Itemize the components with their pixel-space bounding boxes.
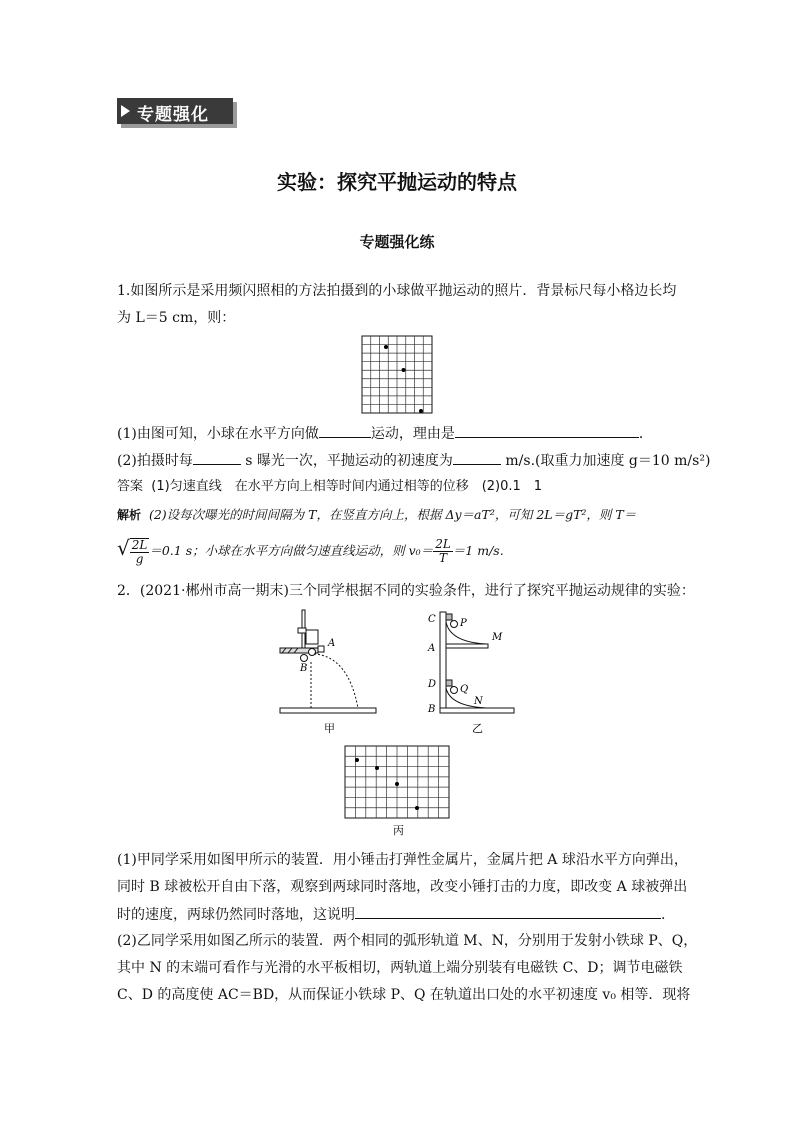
q2-sub1-end: . — [661, 907, 666, 923]
page-subtitle: 专题强化练 — [359, 233, 435, 251]
q2-sub2-line3: C、D 的高度使 AC＝BD，从而保证小铁球 P、Q 在轨道出口处的水平初速度 v₀ 相等．现将 — [117, 987, 691, 1003]
fraction-numerator: 2L — [435, 537, 451, 551]
q1-sub2-blank2[interactable] — [453, 451, 501, 465]
q2-sub1-line1: (1)甲同学采用如图甲所示的装置．用小锤击打弹性金属片，金属片把 A 球沿水平方向弹出， — [117, 852, 688, 868]
fraction-denominator: g — [135, 551, 144, 566]
q2-stem-line1: 2．(2021·郴州市高一期末)三个同学根据不同的实验条件，进行了探究平抛运动规律的实验： — [117, 583, 695, 599]
q1-sub1-blank1[interactable] — [319, 424, 371, 438]
answer-text: (1)匀速直线 在水平方向上相等时间内通过相等的位移 (2)0.1 1 — [151, 479, 543, 494]
label-P: P — [460, 618, 467, 629]
banner-label: 专题强化 — [137, 105, 209, 125]
explanation-label: 解析 — [117, 508, 142, 522]
q1-sub2-text-b: s 曝光一次，平抛运动的初速度为 — [245, 453, 453, 469]
label-A: A — [428, 643, 436, 654]
q1-stem-line2: 为 L＝5 cm，则： — [117, 310, 236, 326]
figure-label-yi: 乙 — [472, 722, 483, 735]
q1-sub1-text-b: 运动，理由是 — [370, 426, 455, 442]
section-banner — [117, 98, 237, 128]
ball-position-4 — [415, 806, 419, 810]
q2-sub1-blank[interactable] — [355, 905, 661, 919]
label-Q: Q — [460, 684, 469, 695]
fraction-denominator: T — [438, 551, 447, 565]
ball-P — [451, 621, 458, 628]
explanation-text-3: ＝1 m/s. — [452, 543, 504, 558]
ball-Q — [451, 687, 458, 694]
fraction-numerator: 2L — [131, 537, 148, 552]
q1-stem-line1: 1.如图所示是采用频闪照相的方法拍摄到的小球做平抛运动的照片．背景标尺每小格边长均 — [117, 283, 677, 299]
q1-sub2-text-a: (2)拍摄时每 — [117, 453, 193, 469]
label-C: C — [428, 614, 436, 625]
q1-explanation-line1 — [117, 506, 636, 524]
sqrt-sign: √ — [117, 536, 130, 560]
q1-answer — [117, 478, 542, 496]
label-M: M — [492, 632, 503, 643]
figure-label-bing: 丙 — [393, 824, 404, 837]
figure-bing-grid — [343, 744, 453, 838]
play-triangle-icon — [121, 105, 130, 117]
q1-sub2-text-c: m/s.(取重力加速度 g＝10 m/s²) — [505, 453, 711, 469]
q2-sub2-line1: (2)乙同学采用如图乙所示的装置．两个相同的弧形轨道 M、N，分别用于发射小铁球 P、Q， — [117, 933, 698, 949]
page-title: 实验：探究平抛运动的特点 — [277, 170, 517, 194]
label-A: A — [328, 638, 336, 649]
q2-sub2-line2: 其中 N 的末端可看作与光滑的水平板相切，两轨道上端分别装有电磁铁 C、D；调节电磁铁 — [117, 960, 683, 976]
q1-sub1-end: ． — [638, 426, 653, 442]
q1-sub1-blank2[interactable] — [455, 424, 639, 438]
answer-label: 答案 — [117, 479, 144, 494]
ball-B — [301, 655, 308, 662]
q1-explanation-line2 — [117, 531, 504, 568]
fraction-2L-over-T — [433, 538, 453, 565]
figure-label-jia: 甲 — [324, 722, 335, 735]
q2-sub1-line3 — [117, 905, 665, 924]
explanation-text-1: (2)设每次曝光的时间间隔为 T，在竖直方向上，根据 Δy＝aT²，可知 2L＝gT²，则 T＝ — [148, 507, 637, 522]
label-N: N — [474, 696, 483, 707]
ball-position-1 — [355, 758, 359, 762]
ball-position-3 — [419, 409, 423, 413]
explanation-text-2: ＝0.1 s；小球在水平方向做匀速直线运动，则 v₀＝ — [149, 543, 434, 558]
q1-sub1 — [117, 424, 653, 443]
ball-position-3 — [395, 782, 399, 786]
q1-sub1-text-a: (1)由图可知，小球在水平方向做 — [117, 426, 319, 442]
figure-yi-apparatus — [424, 608, 524, 738]
label-B: B — [300, 663, 308, 674]
q2-sub1-line2: 同时 B 球被松开自由下落，观察到两球同时落地，改变小锤打击的力度，即改变 A 球被弹出 — [117, 879, 688, 895]
q2-sub1-line3-text: 时的速度，两球仍然同时落地，这说明 — [117, 907, 355, 923]
q1-sub2-blank1[interactable] — [193, 451, 241, 465]
ball-position-2 — [375, 766, 379, 770]
q1-flash-photo-grid — [361, 335, 433, 415]
fraction-2L-over-g — [130, 538, 150, 566]
ball-position-2 — [402, 368, 406, 372]
ball-position-1 — [384, 345, 388, 349]
label-D: D — [428, 679, 437, 690]
figure-jia-apparatus — [278, 608, 378, 736]
label-B: B — [428, 704, 436, 715]
q1-sub2 — [117, 451, 710, 470]
